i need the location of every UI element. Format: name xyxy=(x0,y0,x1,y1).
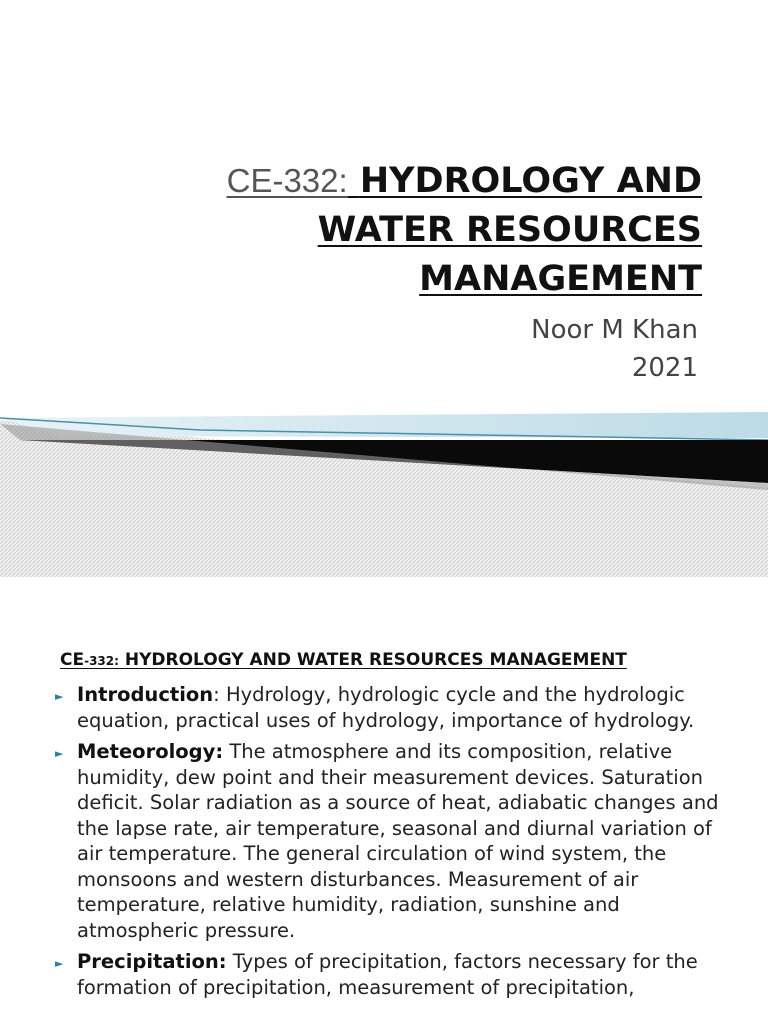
topic-description: Types of precipitation, factors necessary for the formation of precipitation, measurement of precipitation, xyxy=(77,950,698,999)
topic-title: Introduction xyxy=(77,683,214,706)
triangle-right-icon: ► xyxy=(55,747,64,760)
slide-heading: CE-332: HYDROLOGY AND WATER RESOURCES MANAGEMENT xyxy=(60,650,627,670)
title-line-2: WATER RESOURCES xyxy=(317,210,702,250)
topic-description: : Hydrology, hydrologic cycle and the hydrologic equation, practical uses of hydrology, importance of hydrology. xyxy=(77,683,695,732)
topic-title: Precipitation: xyxy=(77,950,227,973)
topic-title: Meteorology: xyxy=(77,740,224,763)
subtitle-block xyxy=(531,311,698,387)
topic-description: The atmosphere and its composition, relative humidity, dew point and their measurement devices. Saturation deficit. Solar radiation as a source of heat, adiabatic changes and the lapse rate, air temperature, seasonal and diurnal variation of air temperature. The general circulation of wind system, the monsoons and western disturbances. Measurement of air temperature, relative humidity, radiation, sunshine and atmospheric pressure. xyxy=(77,740,719,942)
list-item xyxy=(52,682,732,733)
list-item xyxy=(52,949,732,1000)
title-line-3: MANAGEMENT xyxy=(419,259,702,299)
topic-list xyxy=(52,682,732,1006)
title-line-1: CE-332: HYDROLOGY AND xyxy=(226,161,702,201)
course-code: CE-332: xyxy=(226,162,348,199)
author-name: Noor M Khan xyxy=(531,315,698,345)
triangle-right-icon: ► xyxy=(55,690,64,703)
content-slide xyxy=(0,577,768,1024)
slide-title xyxy=(102,156,702,304)
list-item xyxy=(52,739,732,943)
decorative-swoosh xyxy=(0,400,768,577)
triangle-right-icon: ► xyxy=(55,957,64,970)
year-label: 2021 xyxy=(631,353,698,383)
